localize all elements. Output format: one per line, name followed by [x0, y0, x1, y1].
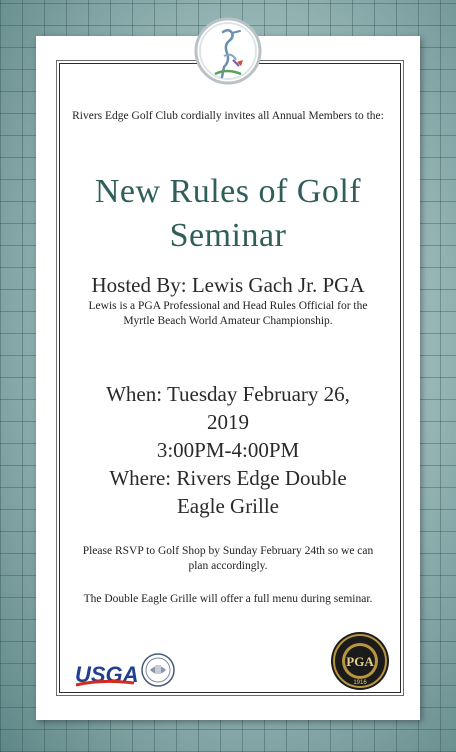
rsvp-note: Please RSVP to Golf Shop by Sunday February 24th so we can plan accordingly. [82, 545, 374, 572]
when-line2: 2019 [207, 410, 249, 434]
menu-note: The Double Eagle Grille will offer a full menu during seminar. [83, 593, 373, 605]
invitation-card [36, 36, 420, 720]
pga-seal-year: 1916 [353, 680, 367, 686]
when-line1: When: Tuesday February 26, [106, 382, 350, 406]
where-line1: Where: Rivers Edge Double [109, 466, 347, 490]
host-bio: Lewis is a PGA Professional and Head Rules Official for the Myrtle Beach World Amateur Championship. [88, 300, 368, 327]
where-line2: Eagle Grille [176, 494, 280, 518]
usga-logo-icon [74, 652, 178, 690]
seminar-title-line1: New Rules of Golf [94, 173, 362, 210]
heron-logo-icon [193, 16, 263, 86]
time-text: 3:00PM-4:00PM [156, 438, 300, 462]
intro-text: Rivers Edge Golf Club cordially invites all Annual Members to the: [72, 110, 384, 122]
host-heading: Hosted By: Lewis Gach Jr. PGA [91, 273, 365, 297]
pga-seal-text: PGA [346, 654, 374, 669]
seminar-title-line2: Seminar [169, 217, 287, 254]
pga-seal-icon [330, 631, 390, 691]
usga-logo-text: USGA [75, 662, 139, 687]
